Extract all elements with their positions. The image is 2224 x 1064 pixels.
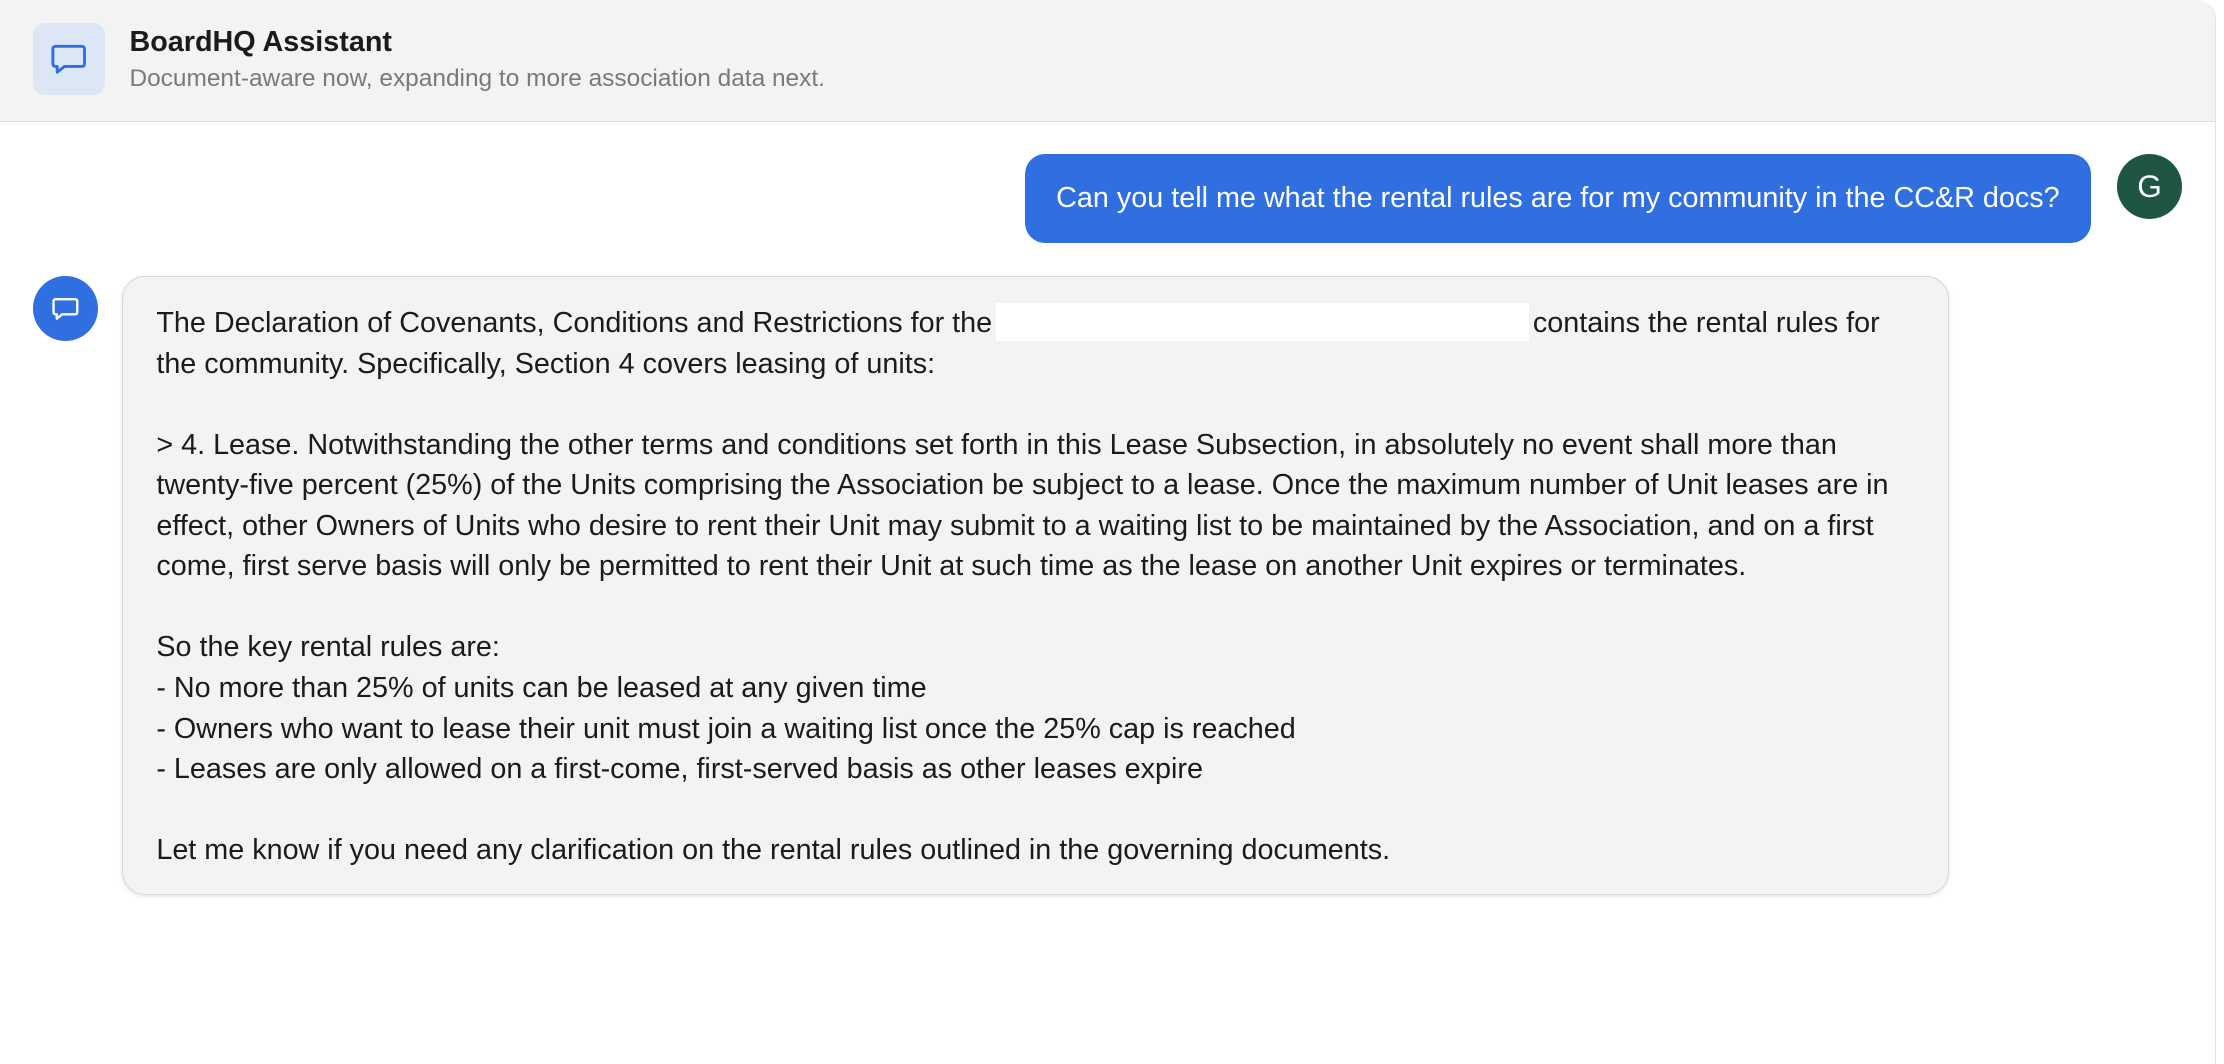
assistant-intro-before: The Declaration of Covenants, Conditions and Restrictions for the <box>156 307 993 340</box>
user-avatar[interactable] <box>2117 154 2182 219</box>
assistant-intro <box>156 303 1914 384</box>
assistant-quote: > 4. Lease. Notwithstanding the other terms and conditions set forth in this Lease Subsection, in absolutely no event shall more than twenty-five percent (25%) of the Units comprising the Association be subject to a lease. Once the maximum number of Unit leases are in effect, other Owners of Units who desire to rent their Unit may submit to a waiting list to be maintained by the Association, and on a first come, first serve basis will only be permitted to rent their Unit at such time as the lease on another Unit expires or terminates. <box>156 428 1889 583</box>
assistant-avatar <box>33 276 98 341</box>
user-message <box>1025 154 2092 243</box>
user-message-text: Can you tell me what the rental rules are for my community in the CC&R docs? <box>1056 181 2060 214</box>
assistant-message <box>122 276 1949 894</box>
rule-item: - Owners who want to lease their unit must join a waiting list once the 25% cap is reached <box>156 712 1296 745</box>
assistant-closing: Let me know if you need any clarification on the rental rules outlined in the governing documents. <box>156 834 1391 867</box>
chat-bubble-icon <box>33 23 105 95</box>
user-avatar-initial: G <box>2137 167 2162 204</box>
assistant-title: BoardHQ Assistant <box>129 25 392 58</box>
redacted-community-name <box>996 303 1528 340</box>
chat-header <box>0 0 2215 122</box>
rule-item: - No more than 25% of units can be leased at any given time <box>156 672 927 705</box>
assistant-subtitle: Document-aware now, expanding to more association data next. <box>129 64 825 92</box>
chat-bubble-icon <box>51 296 80 322</box>
assistant-summary-heading: So the key rental rules are: <box>156 631 500 664</box>
rule-item: - Leases are only allowed on a first-come, first-served basis as other leases expire <box>156 753 1203 786</box>
assistant-intro-after: contains the rental rules for the community. Specifically, Section 4 covers leasing of units: <box>156 307 1880 380</box>
